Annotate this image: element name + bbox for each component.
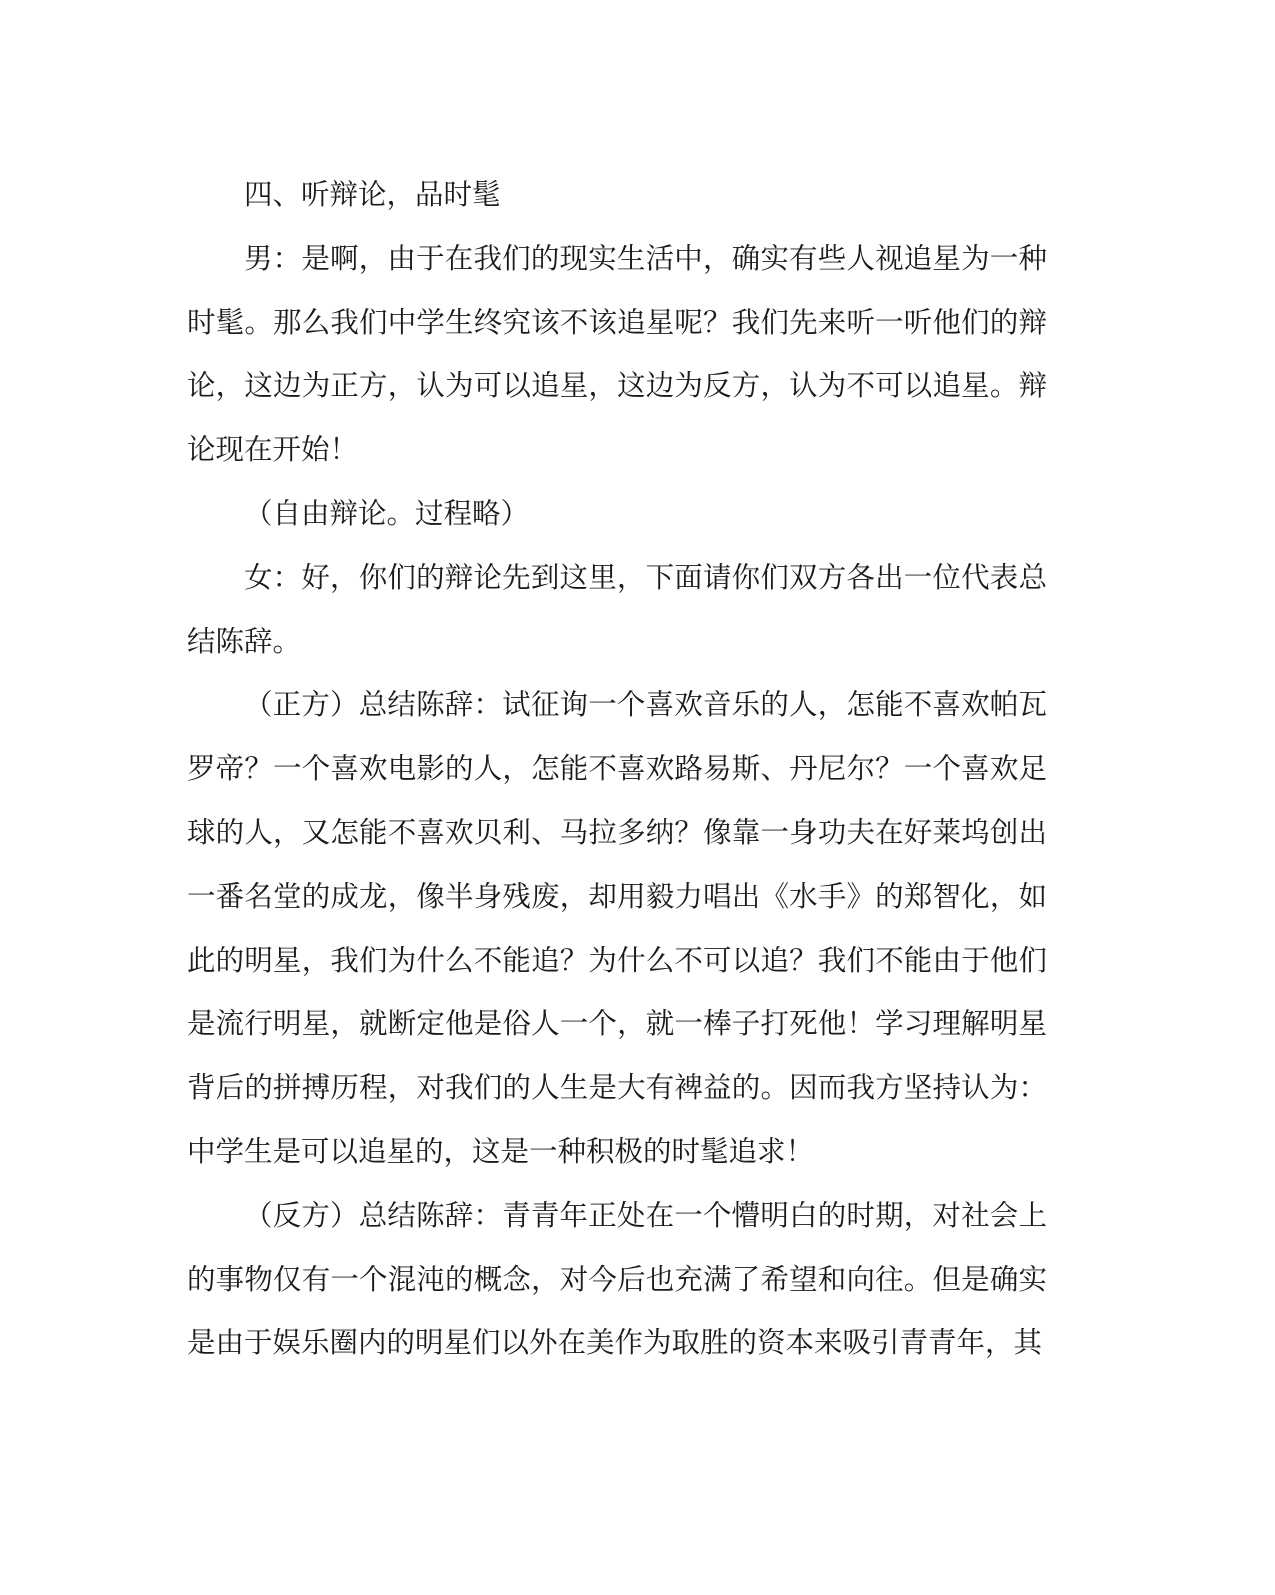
paragraph-male-host: 男：是啊，由于在我们的现实生活中，确实有些人视追星为一种时髦。那么我们中学生终究该不该追星呢？我们先来听一听他们的辩论，这边为正方，认为可以追星，这边为反方，认为不可以追星。辩论现在开始！ — [187, 241, 1047, 467]
paragraph-affirmative-summary: （正方）总结陈辞：试征询一个喜欢音乐的人，怎能不喜欢帕瓦罗帝？一个喜欢电影的人，怎能不喜欢路易斯、丹尼尔？一个喜欢足球的人，又怎能不喜欢贝利、马拉多纳？像靠一身功夫在好莱坞创出一番名堂的成龙，像半身残废，却用毅力唱出《水手》的郑智化，如此的明星，我们为什么不能追？为什么不可以追？我们不能由于他们是流行明星，就断定他是俗人一个，就一棒子打死他！学习理解明星背后的拼搏历程，对我们的人生是大有裨益的。因而我方坚持认为：中学生是可以追星的，这是一种积极的时髦追求！ — [187, 688, 1047, 1168]
paragraph-female-host: 女：好，你们的辩论先到这里，下面请你们双方各出一位代表总结陈辞。 — [187, 560, 1047, 658]
document-body — [187, 163, 1047, 1375]
paragraph-negative-summary: （反方）总结陈辞：青青年正处在一个懵明白的时期，对社会上的事物仅有一个混沌的概念，对今后也充满了希望和向往。但是确实是由于娱乐圈内的明星们以外在美作为取胜的资本来吸引青青年，其 — [187, 1198, 1047, 1360]
paragraph-free-debate: （自由辩论。过程略） — [244, 496, 530, 530]
section-heading: 四、听辩论，品时髦 — [244, 178, 501, 211]
